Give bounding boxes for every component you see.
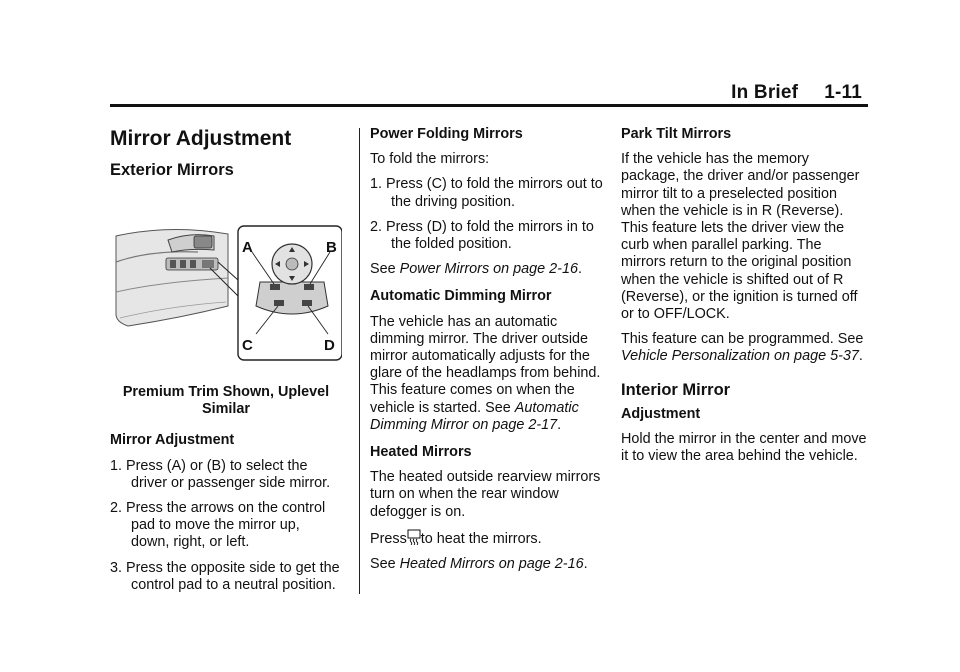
power-folding-heading: Power Folding Mirrors (370, 126, 523, 142)
interior-mirror-text: Hold the mirror in the center and move it to view the area behind the vehicle. (621, 430, 867, 465)
callout-b: B (326, 239, 337, 256)
park-tilt-text: If the vehicle has the memory package, the driver and/or passenger mirror tilt to a preselected position when the vehicle is in R (Reverse). This feature lets the driver view the curb when parallel parking. The mirrors return to the original position when the vehicle is shifted out of R (Reverse), or the ignition is turned off or to OFF/LOCK. (621, 151, 860, 323)
section-title: In Brief (731, 82, 799, 103)
callout-c: C (242, 337, 253, 354)
cross-reference-link[interactable]: Vehicle Personalization on page 5-37 (621, 348, 859, 365)
cross-reference-link[interactable]: Power Mirrors on page 2-16 (399, 261, 578, 278)
park-tilt-heading: Park Tilt Mirrors (621, 126, 732, 142)
section-heading: Mirror Adjustment (110, 127, 292, 150)
power-mirrors-reference: See Power Mirrors on page 2-16. (370, 261, 582, 278)
column-divider (359, 128, 360, 594)
adjustment-heading: Adjustment (621, 405, 701, 422)
auto-dimming-heading: Automatic Dimming Mirror (370, 288, 552, 305)
rear-defog-icon (407, 529, 421, 545)
header-rule (110, 104, 868, 107)
page-number: 1-11 (824, 82, 862, 103)
column-3 (621, 126, 869, 465)
heated-mirrors-heading: Heated Mirrors (370, 444, 472, 461)
callout-a: A (242, 239, 253, 256)
list-item: 1. Press (A) or (B) to select the driver or passenger side mirror. (110, 457, 331, 491)
heated-mirrors-reference: See Heated Mirrors on page 2-16. (370, 556, 588, 573)
column-2 (370, 126, 608, 573)
cross-reference-link[interactable]: Heated Mirrors on page 2-16 (399, 556, 584, 573)
list-item: 2. Press (D) to fold the mirrors in to the folded position. (370, 218, 594, 253)
figure-caption: Premium Trim Shown, Uplevel Similar (122, 384, 330, 418)
procedure-heading: Mirror Adjustment (110, 432, 235, 449)
mirror-control-illustration (110, 222, 342, 362)
list-item: 3. Press the opposite side to get the control pad to a neutral position. (110, 559, 340, 593)
page-header (640, 82, 862, 104)
interior-mirror-heading: Interior Mirror (621, 380, 731, 399)
power-folding-intro: To fold the mirrors: (370, 151, 490, 168)
subsection-heading: Exterior Mirrors (110, 161, 234, 179)
list-item: 1. Press (C) to fold the mirrors out to the driving position. (370, 176, 603, 210)
list-item: 2. Press the arrows on the control pad to move the mirror up, down, right, or left. (110, 500, 326, 551)
callout-d: D (324, 337, 335, 354)
park-tilt-programming: This feature can be programmed. See Vehicle Personalization on page 5-37. (621, 331, 864, 365)
door-mirror-control-figure (110, 222, 342, 362)
cross-reference-link[interactable]: Automatic Dimming Mirror on page 2-17 (370, 399, 579, 433)
heated-mirrors-text: The heated outside rearview mirrors turn on when the rear window defogger is on. (370, 469, 601, 520)
column-1 (110, 126, 342, 594)
auto-dimming-text: The vehicle has an automatic dimming mirror. The driver outside mirror automatically adjusts for the glare of the headlamps from behind. This feature comes on when the vehicle is started. See Automatic Dimming Mirror on page 2-17. (370, 313, 601, 433)
heated-mirrors-press: Press to heat the mirrors. (370, 530, 542, 547)
